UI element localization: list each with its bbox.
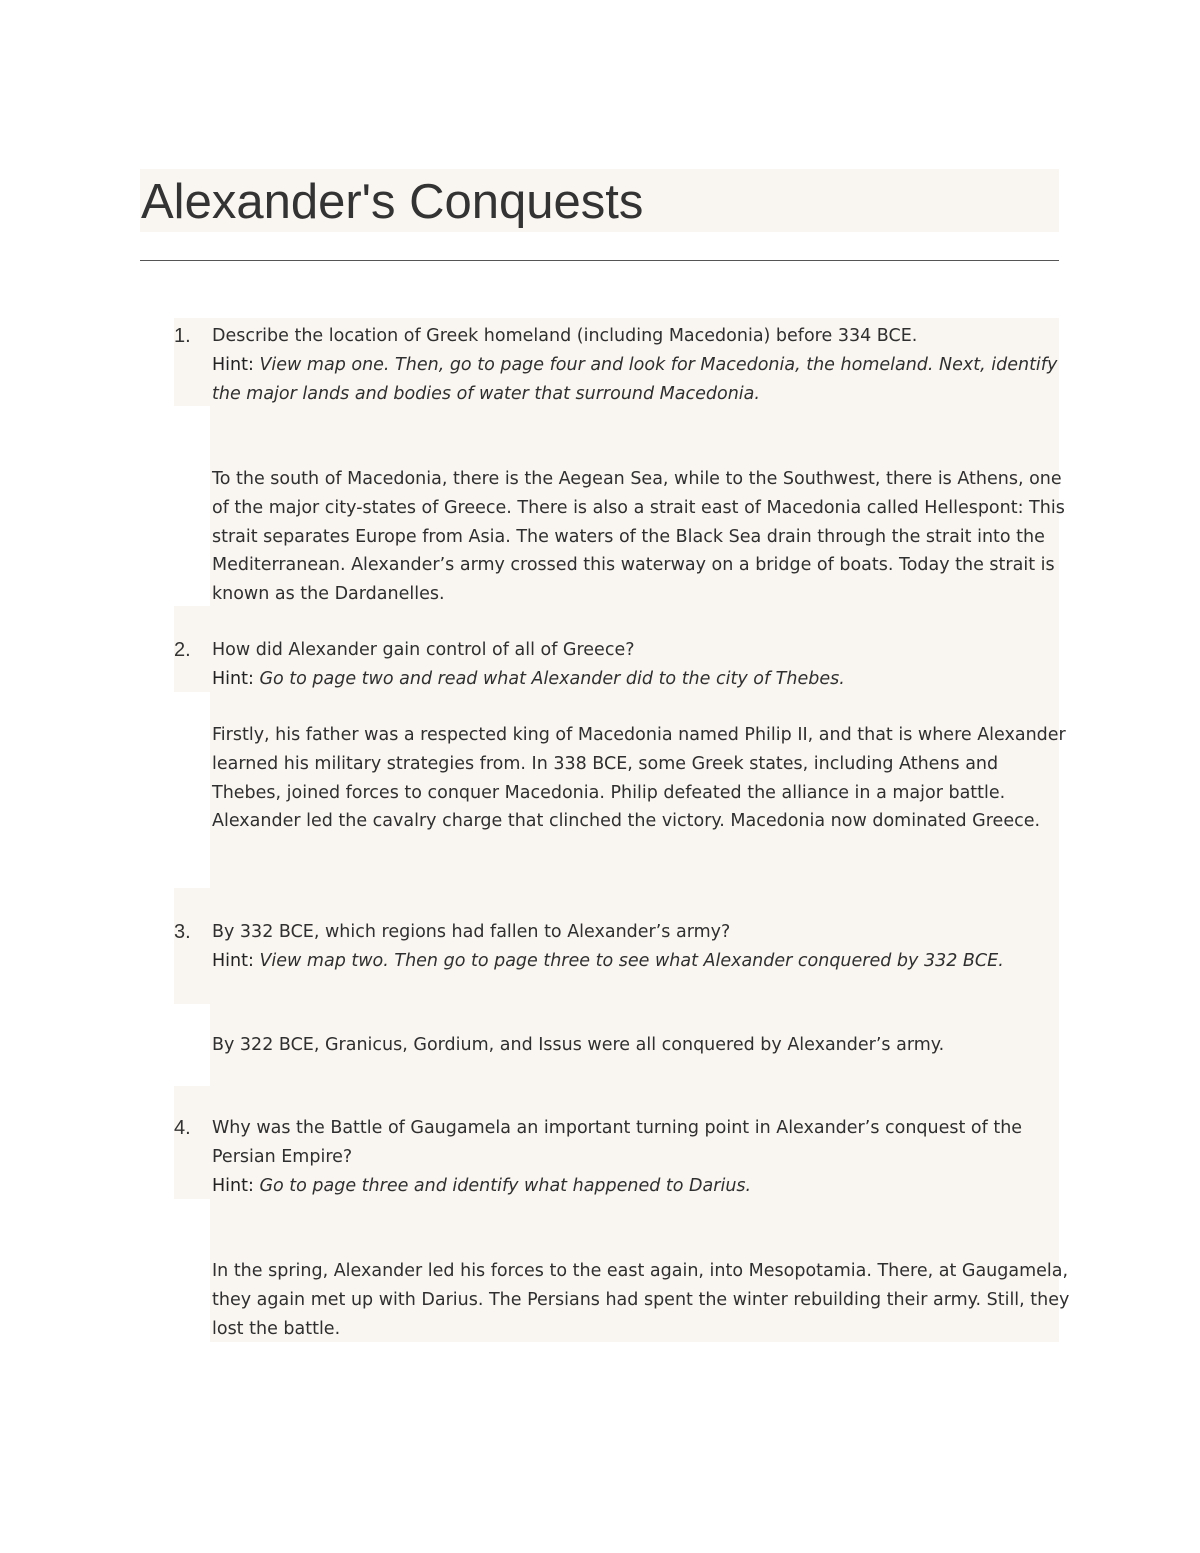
question-number: 1.	[174, 325, 191, 347]
answer-3	[212, 1031, 1072, 1060]
question-text: Why was the Battle of Gaugamela an important turning point in Alexander’s conquest of the Persian Empire?	[212, 1118, 1023, 1167]
title-divider	[140, 260, 1059, 261]
hint-text: View map two. Then go to page three to see what Alexander conquered by 332 BCE.	[259, 950, 1004, 971]
answer-2	[212, 721, 1072, 836]
question-number: 3.	[174, 921, 191, 943]
hint-text: Go to page two and read what Alexander did to the city of Thebes.	[259, 668, 845, 689]
question-number: 4.	[174, 1117, 191, 1139]
answer-1	[212, 465, 1072, 609]
page-title: Alexander's Conquests	[141, 175, 644, 229]
hint-line	[212, 947, 1072, 976]
question-2-block	[212, 636, 1072, 694]
hint-label: Hint:	[212, 354, 254, 375]
hint-line	[212, 1172, 1072, 1201]
hint-line	[212, 665, 1072, 694]
hint-line	[212, 351, 1072, 409]
hint-label: Hint:	[212, 1175, 254, 1196]
answer-text: To the south of Macedonia, there is the Aegean Sea, while to the Southwest, there is Athens, one of the major city-states of Greece. There is also a strait east of Macedonia called Hellespont: This strait separates Europe from Asia. The waters of the Black Sea drain through the strait into the Mediterranean. Alexander’s army crossed this waterway on a bridge of boats. Today the strait is known as the Dardanelles.	[212, 469, 1065, 605]
question-4-block	[212, 1114, 1072, 1200]
answer-4	[212, 1257, 1072, 1343]
question-number: 2.	[174, 639, 191, 661]
question-text: Describe the location of Greek homeland (including Macedonia) before 334 BCE.	[212, 326, 918, 346]
answer-text: In the spring, Alexander led his forces to the east again, into Mesopotamia. There, at Gaugamela, they again met up with Darius. The Persians had spent the winter rebuilding their army. Still, they lost the battle.	[212, 1261, 1070, 1339]
hint-label: Hint:	[212, 668, 254, 689]
question-1-block	[212, 322, 1072, 408]
answer-text: By 322 BCE, Granicus, Gordium, and Issus were all conquered by Alexander’s army.	[212, 1035, 945, 1055]
question-text: By 332 BCE, which regions had fallen to Alexander’s army?	[212, 922, 731, 942]
question-text: How did Alexander gain control of all of Greece?	[212, 640, 635, 660]
hint-text: Go to page three and identify what happened to Darius.	[259, 1175, 752, 1196]
hint-text: View map one. Then, go to page four and look for Macedonia, the homeland. Next, identify the major lands and bodies of water that surround Macedonia.	[212, 354, 1058, 404]
answer-text: Firstly, his father was a respected king of Macedonia named Philip II, and that is where Alexander learned his military strategies from. In 338 BCE, some Greek states, including Athens and Thebes, joined forces to conquer Macedonia. Philip defeated the alliance in a major battle. Alexander led the cavalry charge that clinched the victory. Macedonia now dominated Greece.	[212, 725, 1066, 832]
hint-label: Hint:	[212, 950, 254, 971]
question-3-block	[212, 918, 1072, 976]
